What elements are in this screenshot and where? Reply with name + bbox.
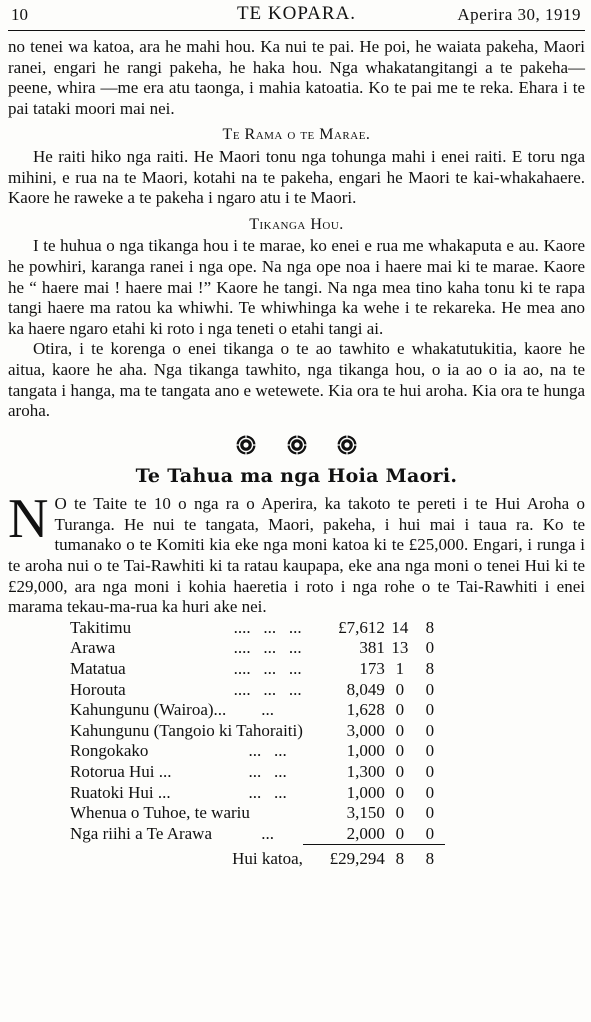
tribe-name: Horouta bbox=[70, 679, 126, 699]
flower-ornament-icon bbox=[286, 434, 308, 456]
tribe-name: Nga riihi a Te Arawa bbox=[70, 824, 213, 844]
total-shillings: 8 bbox=[395, 849, 405, 869]
amount-pence: 0 bbox=[425, 679, 435, 699]
leader-dots: ... ... bbox=[248, 741, 287, 761]
rama-paragraph: He raiti hiko nga raiti. He Maori tonu nga tohunga mahi i enei raiti. E toru nga mihini, e rua na te Maori, kotahi na te pakeha, engari he Maori te kai-whakahaere. Kaore he raweke a te pakeha i ngaro atu i te Maori. bbox=[8, 146, 585, 208]
leader-dots: ... ... bbox=[248, 762, 287, 781]
amount-pounds: £7,612 bbox=[338, 617, 385, 637]
amount-pounds: 1,000 bbox=[346, 741, 385, 761]
article-body bbox=[8, 37, 585, 618]
total-pence: 8 bbox=[425, 849, 435, 869]
tikanga-paragraph-1: I te huhua o nga tikanga hou i te marae, ko enei e rua me whakaputa e au. Kaore he powhiri, karanga ranei i nga ope. Na nga ope noa i haere mai ki te marae. Kaore he “ haere mai ! haere mai !” Kaore he tangi. Na nga mea tino kaha tonu ki te rapa tangi haere ma ratou ka whiwhi. Te whiwhinga ka wehe i te rekareka. He mea ano ka haere ngaro etahi ki roto i nga teneti o etahi tangi ai. bbox=[8, 236, 585, 338]
amount-pounds: 3,150 bbox=[346, 803, 385, 823]
amount-pounds: 8,049 bbox=[346, 679, 385, 699]
total-pounds: £29,294 bbox=[329, 849, 385, 869]
section-title-tahua: Te Tahua ma nga Hoia Maori. bbox=[135, 464, 458, 487]
tahua-text: O te Taite te 10 o nga ra o Aperira, ka takoto te pereti i te Hui Aroha o Turanga. He nui te tangata, Maori, pakeha, i hui mai i taua ra. Ko te tumanako o te Komiti kia eke nga moni katoa ki te £25,000. Engari, i runga i te aroha nui o te Tai-Rawhiti ki ta ratau kaupapa, eke ana nga moni o tenei Hui ki te £29,000, ara nga moni i kohia haeretia i roto i nga rohe o te Tai-Rawhiti i enei marama tekau-ma-rua ka huri ake nei. bbox=[8, 494, 585, 617]
amount-pence: 8 bbox=[425, 659, 435, 679]
leader-dots: .... ... ... bbox=[233, 638, 302, 658]
leader-dots: .... ... ... bbox=[233, 617, 302, 637]
amount-pence: 0 bbox=[425, 782, 435, 802]
amount-shillings: 14 bbox=[391, 617, 409, 637]
tribe-name: Kahungunu (Tangoio ki Tahoraiti) bbox=[70, 720, 303, 740]
table-row bbox=[70, 741, 445, 762]
amount-shillings: 0 bbox=[395, 720, 405, 740]
drop-cap: N bbox=[8, 488, 49, 551]
tribe-name: Takitimu bbox=[70, 617, 132, 637]
leader-dots: ... ... bbox=[248, 782, 287, 802]
table-row bbox=[70, 803, 445, 824]
leader-dots: ... bbox=[261, 824, 274, 844]
amount-shillings: 13 bbox=[391, 638, 409, 658]
tikanga-paragraph-2: Otira, i te korenga o enei tikanga o te ao tawhito e whakatutukitia, kaore he aitua, kaore he aha. Nga tikanga tawhito, nga tikanga hou, o ia ao o ia ao, na te tangata i hanga, ma te tangata ano e wetewete. Kia ora te hui aroha. Kia ora te hunga aroha. bbox=[8, 339, 585, 421]
tribe-name: Rotorua Hui ... bbox=[70, 762, 172, 781]
tribe-name: Rongokako bbox=[70, 741, 149, 761]
amount-pounds: 1,300 bbox=[346, 762, 385, 781]
page-title: TE KOPARA. bbox=[236, 3, 357, 24]
section-heading-rama: Te Rama o te Marae. bbox=[222, 126, 371, 144]
table-row bbox=[70, 700, 445, 721]
total-row bbox=[70, 849, 445, 870]
donation-table bbox=[70, 618, 445, 870]
flower-ornament-icon bbox=[235, 434, 257, 456]
tribe-name: Matatua bbox=[70, 659, 126, 679]
issue-date: Aperira 30, 1919 bbox=[457, 5, 581, 24]
amount-shillings: 0 bbox=[395, 700, 405, 720]
amount-pence: 8 bbox=[425, 617, 435, 637]
amount-pounds: 3,000 bbox=[346, 720, 385, 740]
amount-pence: 0 bbox=[425, 638, 435, 658]
leader-dots: .... ... ... bbox=[233, 679, 302, 699]
amount-pence: 0 bbox=[425, 762, 435, 781]
tribe-name: Whenua o Tuhoe, te wariu bbox=[70, 803, 250, 823]
table-row bbox=[70, 659, 445, 680]
table-row bbox=[70, 721, 445, 742]
table-row bbox=[70, 783, 445, 804]
amount-pounds: 1,000 bbox=[346, 782, 385, 802]
amount-pence: 0 bbox=[425, 741, 435, 761]
amount-pounds: 381 bbox=[359, 638, 385, 658]
amount-shillings: 0 bbox=[395, 782, 405, 802]
page-header bbox=[8, 0, 585, 31]
leader-dots: .... ... ... bbox=[233, 659, 302, 679]
table-row bbox=[70, 638, 445, 659]
amount-pounds: 1,628 bbox=[346, 700, 385, 720]
page-number: 10 bbox=[11, 5, 28, 24]
amount-pounds: 2,000 bbox=[346, 823, 385, 843]
table-row bbox=[70, 618, 445, 639]
amount-shillings: 0 bbox=[395, 823, 405, 843]
amount-pence: 0 bbox=[425, 803, 435, 823]
table-row bbox=[70, 824, 445, 845]
amount-pence: 0 bbox=[425, 720, 435, 740]
amount-shillings: 0 bbox=[395, 762, 405, 781]
leader-dots: ... bbox=[261, 700, 274, 720]
tribe-name: Arawa bbox=[70, 638, 116, 658]
tribe-name: Kahungunu (Wairoa)... bbox=[70, 700, 227, 720]
intro-paragraph: no tenei wa katoa, ara he mahi hou. Ka nui te pai. He poi, he waiata pakeha, Maori ranei, engari he rangi pakeha, he haka hou. Nga whakatangitangi a te pakeha—peene, whira —me era atu taonga, i mahia katoatia. Ko te pai me te reka. Ehara i te pai tataki moori mai nei. bbox=[8, 37, 585, 118]
total-label: Hui katoa, bbox=[232, 849, 303, 869]
amount-shillings: 0 bbox=[395, 803, 405, 823]
amount-shillings: 1 bbox=[395, 659, 405, 679]
flower-ornament-icon bbox=[336, 434, 358, 456]
table-row bbox=[70, 762, 445, 783]
amount-shillings: 0 bbox=[395, 741, 405, 761]
amount-shillings: 0 bbox=[395, 679, 405, 699]
ornament-divider bbox=[8, 434, 585, 456]
section-heading-tikanga: Tikanga Hou. bbox=[249, 215, 344, 233]
tribe-name: Ruatoki Hui ... bbox=[70, 782, 171, 802]
amount-pence: 0 bbox=[425, 823, 435, 843]
amount-pounds: 173 bbox=[359, 659, 385, 679]
tahua-paragraph bbox=[8, 488, 585, 618]
table-row bbox=[70, 680, 445, 701]
amount-pence: 0 bbox=[425, 700, 435, 720]
